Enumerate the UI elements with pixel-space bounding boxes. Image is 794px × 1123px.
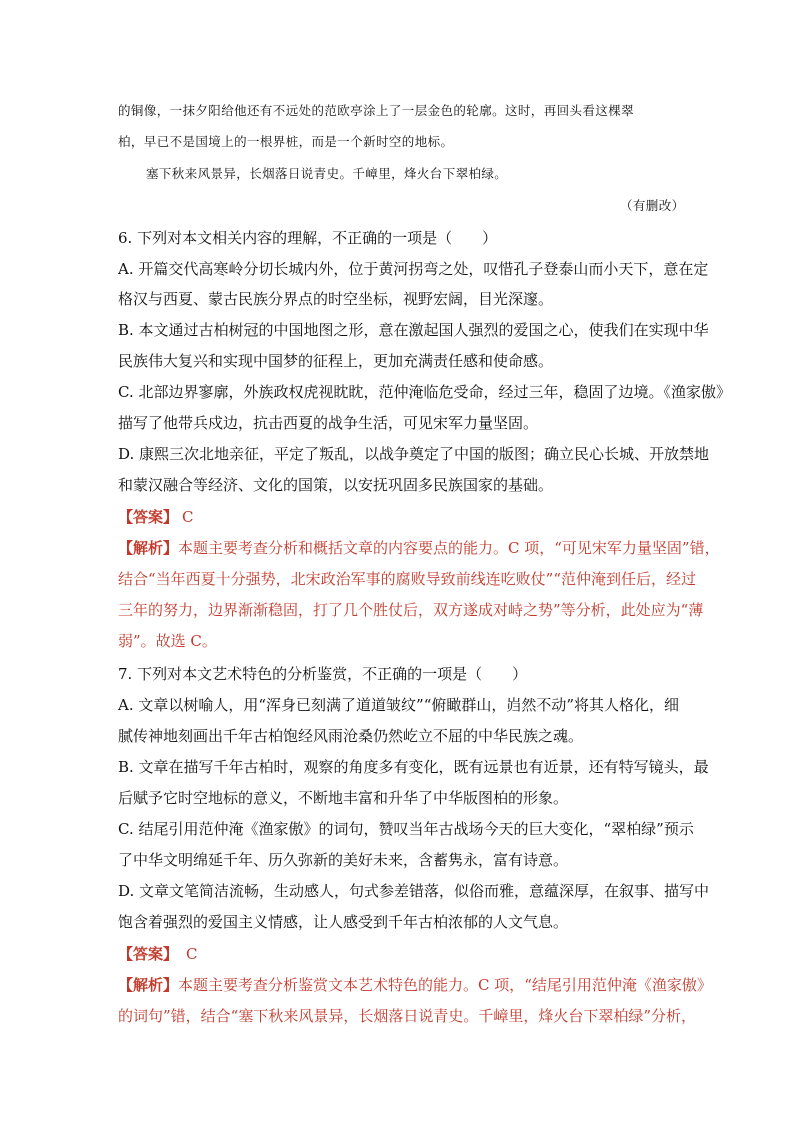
q6-option-c-line-2: 描写了他带兵戍边，抗击西夏的战争生活，可见宋军力量坚固。 — [118, 414, 539, 432]
analysis-text: 本题主要考查分析鉴赏文本艺术特色的能力。C 项，“结尾引用范仲淹《渔家傲》 — [178, 976, 712, 994]
q6-analysis-line-1 — [118, 538, 720, 558]
q6-option-d-line-2: 和蒙汉融合等经济、文化的国策，以安抚巩固多民族国家的基础。 — [118, 476, 554, 494]
answer-value: C — [186, 945, 198, 963]
q7-option-c-line-1: C. 结尾引用范仲淹《渔家傲》的词句，赞叹当年古战场今天的巨大变化，“翠柏绿”预示 — [118, 820, 694, 838]
answer-label: 【答案】 — [118, 945, 179, 963]
q7-option-d-line-2: 饱含着强烈的爱国主义情感，让人感受到千年古柏浓郁的人文气息。 — [118, 913, 569, 931]
q6-stem: 6. 下列对本文相关内容的理解，不正确的一项是（ ） — [118, 229, 498, 247]
q6-answer — [118, 507, 194, 527]
q6-option-a-line-2: 格汉与西夏、蒙古民族分界点的时空坐标，视野宏阔，目光深邃。 — [118, 290, 554, 308]
q6-option-b-line-2: 民族伟大复兴和实现中国梦的征程上，更加充满责任感和使命感。 — [118, 352, 554, 370]
q6-option-c-line-1: C. 北部边界寥廓，外族政权虎视眈眈，范仲淹临危受命，经过三年，稳固了边境。《渔家傲》 — [118, 383, 731, 401]
q6-option-b-line-1: B. 本文通过古柏树冠的中国地图之形，意在激起国人强烈的爱国之心，使我们在实现中华 — [118, 321, 709, 339]
q6-analysis-line-2: 结合“当年西夏十分强势，北宋政治军事的腐败导致前线连吃败仗”“范仲淹到任后，经过 — [118, 570, 697, 588]
q7-analysis-line-2: 的词句”错，结合“塞下秋来风景异，长烟落日说青史。千嶂里，烽火台下翠柏绿”分析， — [118, 1007, 697, 1025]
analysis-label: 【解析】 — [118, 539, 179, 557]
passage-line-1: 的铜像，一抹夕阳给他还有不远处的范欧亭涂上了一层金色的轮廓。这时，再回头看这棵翠 — [118, 103, 635, 118]
passage-line-2: 柏，早已不是国境上的一根界桩，而是一个新时空的地标。 — [118, 134, 454, 149]
q7-option-c-line-2: 了中华文明绵延千年、历久弥新的美好未来，含蓄隽永，富有诗意。 — [118, 851, 569, 869]
abridged-note: （有删改） — [620, 198, 685, 213]
analysis-label: 【解析】 — [118, 976, 179, 994]
q7-option-a-line-2: 腻传神地刻画出千年古柏饱经风雨沧桑仍然屹立不屈的中华民族之魂。 — [118, 727, 584, 745]
q6-option-d-line-1: D. 康熙三次北地亲征，平定了叛乱，以战争奠定了中国的版图；确立民心长城、开放禁地 — [118, 445, 710, 463]
q7-analysis-line-1 — [118, 975, 712, 995]
q7-option-b-line-1: B. 文章在描写千年古柏时，观察的角度多有变化，既有远景也有近景，还有特写镜头，最 — [118, 758, 709, 776]
q6-option-a-line-1: A. 开篇交代高寒岭分切长城内外，位于黄河拐弯之处，叹惜孔子登泰山而小天下，意在定 — [118, 260, 709, 278]
poem-line: 塞下秋来风景异，长烟落日说青史。千嶂里，烽火台下翠柏绿。 — [146, 166, 508, 181]
q6-analysis-line-3: 三年的努力，边界渐渐稳固，打了几个胜仗后，双方遂成对峙之势”等分析，此处应为“薄 — [118, 601, 704, 619]
q7-stem: 7. 下列对本文艺术特色的分析鉴赏，不正确的一项是（ ） — [118, 665, 528, 683]
q7-option-d-line-1: D. 文章文笔简洁流畅，生动感人，句式参差错落，似俗而雅，意蕴深厚，在叙事、描写中 — [118, 882, 710, 900]
q7-answer — [118, 944, 198, 964]
analysis-text: 本题主要考查分析和概括文章的内容要点的能力。C 项，“可见宋军力量坚固”错， — [178, 539, 720, 557]
q7-option-a-line-1: A. 文章以树喻人，用“浑身已刻满了道道皱纹”“俯瞰群山，岿然不动”将其人格化，细 — [118, 696, 680, 714]
q7-option-b-line-2: 后赋予它时空地标的意义，不断地丰富和升华了中华版图柏的形象。 — [118, 789, 569, 807]
answer-value: C — [182, 508, 194, 526]
q6-analysis-line-4: 弱”。故选 C。 — [118, 632, 217, 650]
answer-label: 【答案】 — [118, 508, 179, 526]
